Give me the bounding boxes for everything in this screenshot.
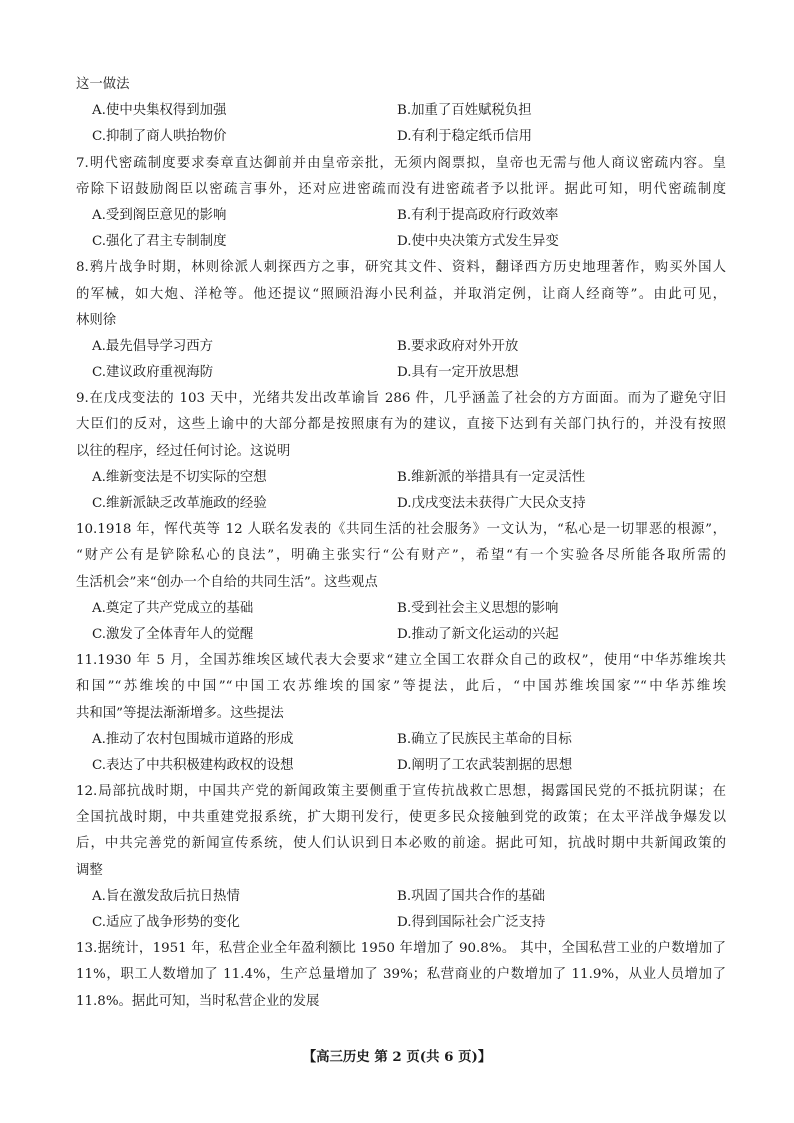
question-12-options-row-1: [76, 884, 726, 910]
question-11-options-row-1: [76, 727, 726, 753]
question-8-options-row-2: [76, 360, 726, 386]
option-a: A.维新变法是不切实际的空想: [92, 469, 267, 485]
option-d: D.戊戌变法未获得广大民众支持: [397, 496, 586, 511]
question-12-stem-line: 调整: [76, 862, 103, 878]
option-c: C.强化了君主专制制度: [92, 234, 227, 250]
question-13-stem-line: 13.据统计，1951 年，私营企业全年盈利额比 1950 年增加了 90.8%。 其中，全国私营工业的户数增加了: [76, 941, 726, 957]
question-6-options-row-1: [76, 98, 726, 124]
question-7-stem-line: 帝除下诏鼓励阁臣以密疏言事外，还对应进密疏而没有进密疏者予以批评。据此可知，明代密疏制度: [76, 181, 726, 197]
question-9-options-row-2: [76, 491, 726, 517]
option-a: A.最先倡导学习西方: [92, 338, 214, 354]
option-d: D.具有一定开放思想: [397, 365, 519, 381]
question-6-options-row-2: [76, 124, 726, 150]
option-d: D.推动了新文化运动的兴起: [397, 626, 559, 642]
option-d: D.得到国际社会广泛支持: [397, 915, 546, 930]
question-9-stem-line: 9.在戊戌变法的 103 天中，光绪共发出改革谕旨 286 件，几乎涵盖了社会的方方面面。而为了避免守旧: [76, 391, 726, 407]
question-7-options-row-2: [76, 229, 726, 255]
question-10-stem-line: 生活机会”来“创办一个自给的共同生活”。这些观点: [76, 574, 378, 590]
option-b: B.受到社会主义思想的影响: [397, 600, 559, 616]
question-12-stem-line: 后，中共完善党的新闻宣传系统，使人们认识到日本必败的前途。据此可知，抗战时期中共新闻政策的: [76, 836, 726, 852]
question-8-stem-line: 的军械，如大炮、洋枪等。他还提议“照顾沿海小民利益，并取消定例，让商人经商等”。由此可见，: [76, 286, 726, 302]
option-b: B.巩固了国共合作的基础: [397, 888, 546, 904]
question-11-stem-line: 和国”“苏维埃的中国”“中国工农苏维埃的国家”等提法，此后，“中国苏维埃国家”“中华苏维埃: [76, 679, 726, 695]
option-b: B.要求政府对外开放: [397, 338, 519, 354]
option-a: A.使中央集权得到加强: [92, 103, 227, 119]
option-c: C.抑制了商人哄抬物价: [92, 129, 227, 145]
question-9-stem-line: 以往的程序，经过任何讨论。这说明: [76, 443, 291, 459]
question-8-options-row-1: [76, 334, 726, 360]
option-b: B.加重了百姓赋税负担: [397, 103, 532, 119]
option-c: C.适应了战争形势的变化: [92, 915, 240, 930]
option-d: D.使中央决策方式发生异变: [397, 234, 559, 250]
question-8-stem-line: 林则徐: [76, 312, 117, 328]
option-a: A.旨在激发敌后抗日热情: [92, 888, 240, 904]
question-12-stem-line: 12.局部抗战时期，中国共产党的新闻政策主要侧重于宣传抗战救亡思想，揭露国民党的不抵抗阴谋；在: [76, 784, 726, 800]
question-12-options-row-2: [76, 910, 726, 936]
option-c: C.维新派缺乏改革施政的经验: [92, 496, 267, 511]
question-13-stem-line: 11%，职工人数增加了 11.4%，生产总量增加了 39%；私营商业的户数增加了 11.9%，从业人员增加了: [76, 967, 726, 983]
question-11-stem-line: 11.1930 年 5 月，全国苏维埃区域代表大会要求“建立全国工农群众自己的政权”，使用“中华苏维埃共: [76, 653, 726, 669]
question-7-options-row-1: [76, 203, 726, 229]
option-d: D.有利于稳定纸币信用: [397, 129, 533, 145]
question-11-stem-line: 共和国”等提法渐渐增多。这些提法: [76, 705, 284, 721]
question-10-stem-line: 10.1918 年，恽代英等 12 人联名发表的《共同生活的社会服务》一文认为，“私心是一切罪恶的根源”，: [76, 522, 726, 538]
question-6-stem-tail: 这一做法: [76, 77, 130, 92]
question-12-stem-line: 全国抗战时期，中共重建党报系统，扩大期刊发行，使更多民众接触到党的政策；在太平洋战争爆发以: [76, 810, 726, 826]
question-13-stem-line: 11.8%。据此可知，当时私营企业的发展: [76, 993, 320, 1009]
option-d: D.阐明了工农武装割据的思想: [397, 757, 573, 773]
option-b: B.维新派的举措具有一定灵活性: [397, 469, 586, 485]
question-10-options-row-2: [76, 622, 726, 648]
option-a: A.受到阁臣意见的影响: [92, 207, 227, 223]
option-c: C.建议政府重视海防: [92, 365, 214, 381]
question-8-stem-line: 8.鸦片战争时期，林则徐派人刺探西方之事，研究其文件、资料，翻译西方历史地理著作，购买外国人: [76, 260, 726, 276]
option-a: A.奠定了共产党成立的基础: [92, 600, 254, 616]
question-9-stem-line: 大臣们的反对，这些上谕中的大部分都是按照康有为的建议，直接下达到有关部门执行的，并没有按照: [76, 417, 726, 433]
option-b: B.有利于提高政府行政效率: [397, 207, 559, 223]
option-c: C.表达了中共积极建构政权的设想: [92, 757, 294, 773]
option-c: C.激发了全体青年人的觉醒: [92, 626, 254, 642]
option-b: B.确立了民族民主革命的目标: [397, 731, 572, 747]
question-10-stem-line: “财产公有是铲除私心的良法”，明确主张实行“公有财产”，希望“有一个实验各尽所能各取所需的: [76, 548, 726, 564]
option-a: A.推动了农村包围城市道路的形成: [92, 731, 294, 747]
question-9-options-row-1: [76, 465, 726, 491]
exam-page: [76, 72, 726, 1015]
question-10-options-row-1: [76, 596, 726, 622]
question-7-stem-line: 7.明代密疏制度要求奏章直达御前并由皇帝亲批，无须内阁票拟，皇帝也无需与他人商议密疏内容。皇: [76, 155, 726, 171]
question-11-options-row-2: [76, 753, 726, 779]
page-footer: 【高三历史 第 2 页(共 6 页)】: [302, 1049, 492, 1065]
